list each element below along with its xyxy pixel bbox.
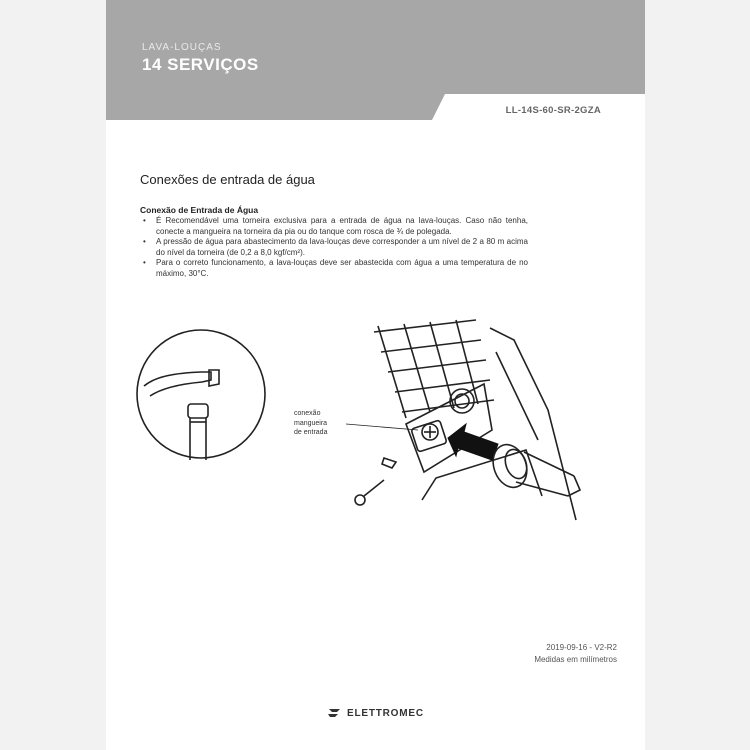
section-title: Conexões de entrada de água bbox=[140, 172, 315, 187]
callout-line: conexão bbox=[294, 410, 321, 417]
faucet-detail-icon bbox=[137, 330, 265, 460]
units-note: Medidas em milímetros bbox=[534, 655, 617, 664]
list-item: • Para o correto funcionamento, a lava-louças deve ser abastecida com água a uma temperatura de no máximo, 30°C. bbox=[140, 258, 528, 279]
callout-label bbox=[294, 409, 364, 438]
category-label: LAVA-LOUÇAS bbox=[142, 42, 222, 53]
arrow-icon bbox=[448, 424, 498, 460]
model-code: LL-14S-60-SR-2GZA bbox=[505, 105, 601, 116]
document-page bbox=[106, 0, 645, 750]
page-title: 14 SERVIÇOS bbox=[142, 55, 259, 74]
subsection-title: Conexão de Entrada de Água bbox=[140, 205, 259, 215]
installation-illustration bbox=[106, 300, 645, 530]
elettromec-logo-icon bbox=[327, 707, 343, 719]
hose-connector-icon bbox=[487, 440, 580, 496]
brand-name: ELETTROMEC bbox=[347, 707, 424, 719]
instruction-list bbox=[140, 216, 528, 279]
list-item: • É Recomendável uma torneira exclusiva para a entrada de água na lava-louças. Caso não tenha, conecte a mangueira na torneira da pia ou do tanque com rosca de ¾ de polegada. bbox=[140, 216, 528, 237]
callout-line: mangueira bbox=[294, 419, 328, 427]
list-item: • A pressão de água para abastecimento da lava-louças deve corresponder a um nível de 2 a 80 m acima do nível da torneira (de 0,2 a 8,0 kgf/cm²). bbox=[140, 237, 528, 258]
header-band bbox=[106, 0, 645, 120]
callout-line: de entrada bbox=[294, 429, 328, 436]
revision-date: 2019-09-16 - V2-R2 bbox=[546, 643, 617, 652]
brand-logo bbox=[327, 707, 424, 719]
